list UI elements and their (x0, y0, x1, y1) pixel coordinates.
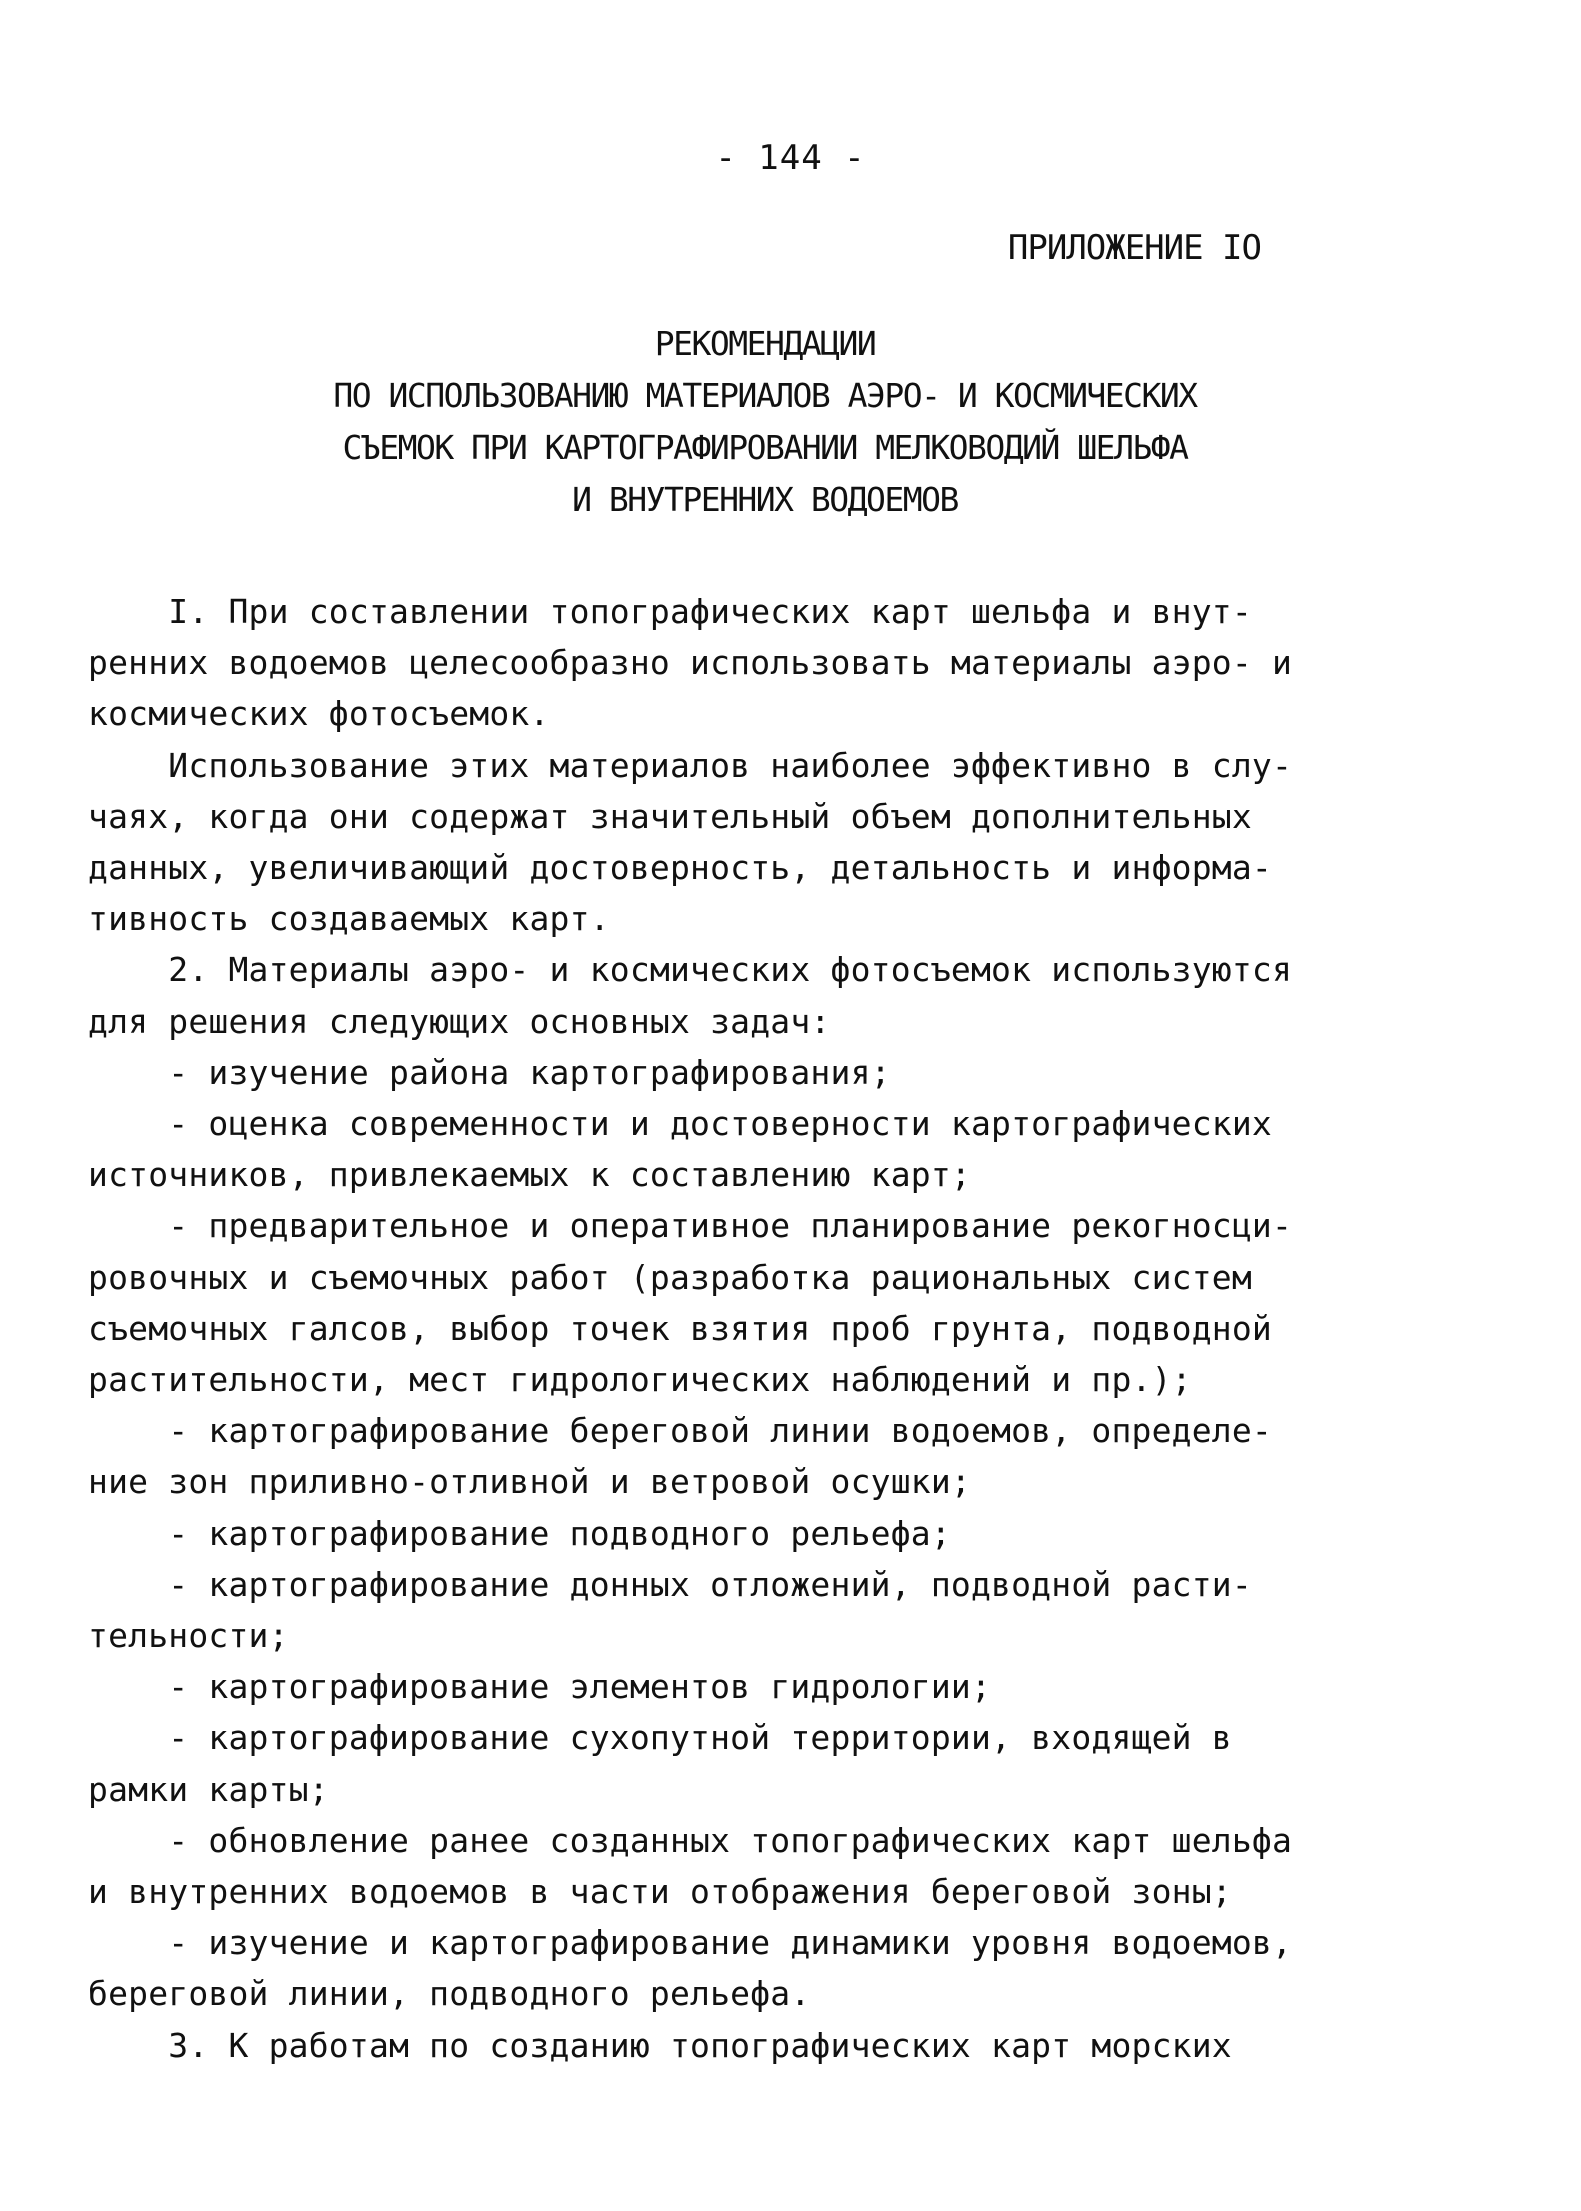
text-line: ровочных и съемочных работ (разработка рациональных систем (88, 1257, 1252, 1297)
text-line: - картографирование береговой линии водоемов, определе- (88, 1411, 1272, 1451)
text-line: - предварительное и оперативное планирование рекогносци- (88, 1206, 1293, 1246)
text-line: источников, привлекаемых к составлению карт; (88, 1155, 971, 1195)
text-line: - обновление ранее созданных топографических карт шельфа (88, 1820, 1293, 1860)
text-line: для решения следующих основных задач: (88, 1001, 831, 1041)
text-line: данных, увеличивающий достоверность, детальность и информа- (88, 848, 1272, 888)
text-line: космических фотосъемок. (88, 694, 550, 734)
text-line: - картографирование подводного рельефа; (88, 1513, 951, 1553)
text-line: съемочных галсов, выбор точек взятия проб грунта, подводной (88, 1308, 1272, 1348)
text-line: - изучение и картографирование динамики уровня водоемов, (88, 1923, 1293, 1963)
text-line: тельности; (88, 1616, 289, 1656)
text-line: - картографирование донных отложений, подводной расти- (88, 1564, 1252, 1604)
text-line: 2. Материалы аэро- и космических фотосъемок используются (88, 950, 1293, 990)
text-line: Использование этих материалов наиболее эффективно в слу- (88, 745, 1293, 785)
document-title (140, 318, 1390, 526)
text-line: и внутренних водоемов в части отображения береговой зоны; (88, 1872, 1232, 1912)
text-line: ние зон приливно-отливной и ветровой осушки; (88, 1462, 971, 1502)
text-line: ренних водоемов целесообразно использовать материалы аэро- и (88, 643, 1293, 683)
text-line: I. При составлении топографических карт шельфа и внут- (88, 592, 1252, 631)
text-line: - оценка современности и достоверности картографических (88, 1104, 1272, 1144)
title-line: ПО ИСПОЛЬЗОВАНИЮ МАТЕРИАЛОВ АЭРО- И КОСМИЧЕСКИХ (333, 376, 1197, 415)
text-line: рамки карты; (88, 1769, 329, 1809)
page-number: - 144 - (715, 138, 866, 178)
text-line: растительности, мест гидрологических наблюдений и пр.); (88, 1360, 1192, 1400)
body-text (88, 586, 1418, 2071)
title-line: РЕКОМЕНДАЦИИ (654, 324, 876, 363)
text-line: тивность создаваемых карт. (88, 899, 610, 939)
text-line: береговой линии, подводного рельефа. (88, 1974, 811, 2014)
appendix-label: ПРИЛОЖЕНИЕ IO (1007, 228, 1261, 268)
text-line: чаях, когда они содержат значительный объем дополнительных (88, 796, 1252, 836)
text-line: - картографирование элементов гидрологии; (88, 1667, 992, 1707)
text-line: 3. К работам по созданию топографических карт морских (88, 2025, 1232, 2065)
title-line: СЪЕМОК ПРИ КАРТОГРАФИРОВАНИИ МЕЛКОВОДИЙ ШЕЛЬФА (342, 428, 1188, 467)
text-line: - изучение района картографирования; (88, 1052, 891, 1092)
text-line: - картографирование сухопутной территории, входящей в (88, 1718, 1232, 1758)
title-line: И ВНУТРЕННИХ ВОДОЕМОВ (572, 480, 958, 519)
